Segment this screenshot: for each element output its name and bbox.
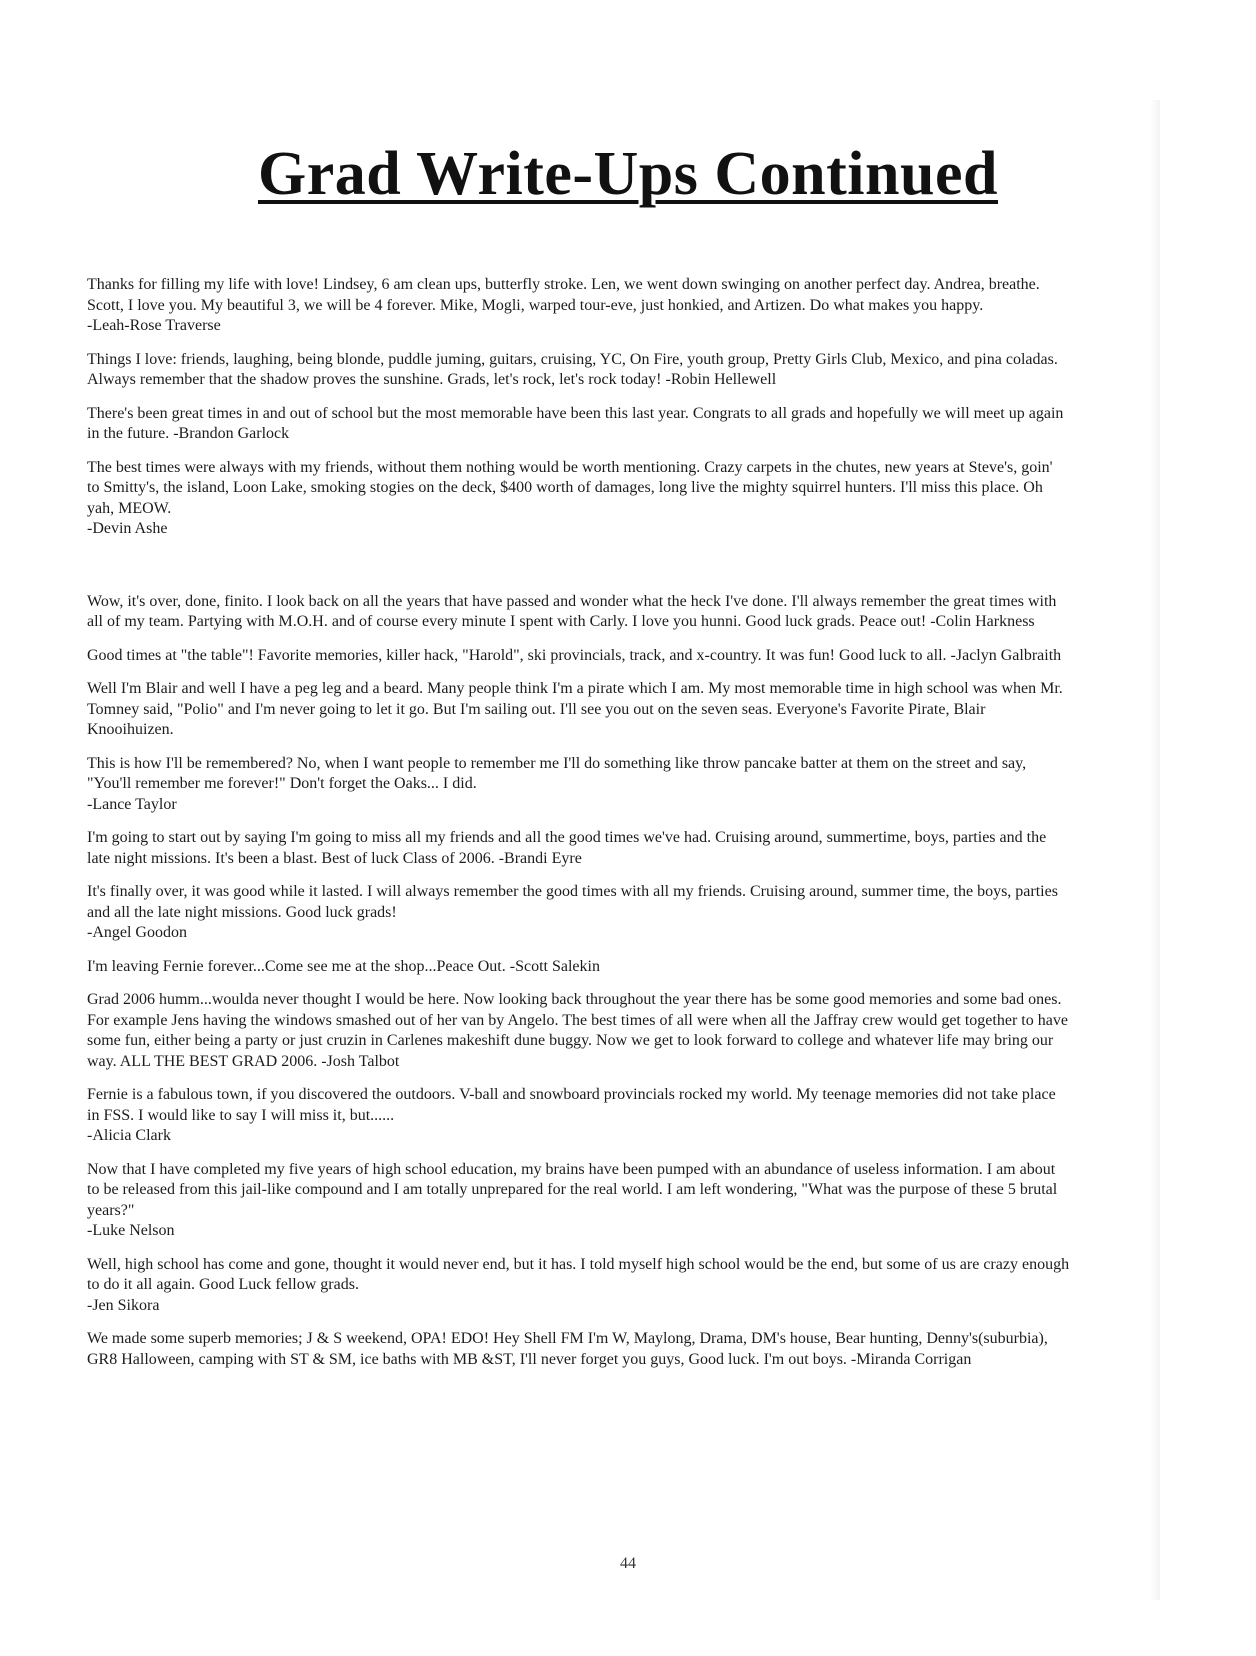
grad-write-up [87, 350, 1162, 391]
write-up-line: -Leah-Rose Traverse [87, 317, 221, 334]
write-up-line: Always remember that the shadow proves the sunshine. Grads, let's rock, let's rock today! -Robin Hellewell [87, 371, 777, 388]
grad-write-up [87, 275, 1162, 337]
grad-write-up [87, 679, 1162, 741]
write-up-line: -Lance Taylor [87, 795, 177, 813]
write-up-line: GR8 Halloween, camping with ST & SM, ice baths with MB &ST, I'll never forget you guys, Good luck. I'm out boys. -Miranda Corrigan [87, 1350, 972, 1368]
entry-spacer [87, 666, 1162, 679]
write-up-line: Now that I have completed my five years of high school education, my brains have been pumped with an abundance of useless information. I am about [87, 1160, 1056, 1178]
entry-spacer [87, 633, 1162, 646]
write-up-line: Things I love: friends, laughing, being blonde, puddle juming, guitars, cruising, YC, On Fire, youth group, Pretty Girls Club, Mexico, and pina coladas. [87, 350, 1058, 368]
write-up-line: -Luke Nelson [87, 1222, 175, 1239]
grad-write-up [87, 990, 1162, 1072]
grad-write-up [87, 1255, 1162, 1317]
write-up-line: to Smitty's, the island, Loon Lake, smoking stogies on the deck, $400 worth of damages, long live the mighty squirrel hunters. I'll miss this place. Oh [87, 479, 1043, 496]
grad-write-up [87, 957, 1162, 978]
write-up-line: -Alicia Clark [87, 1127, 171, 1144]
grad-write-up [87, 646, 1162, 667]
write-up-line: I'm going to start out by saying I'm going to miss all my friends and all the good times we've had. Cruising around, summertime, boys, parties and the [87, 829, 1047, 846]
grad-write-up [87, 828, 1162, 869]
write-up-line: "You'll remember me forever!" Don't forget the Oaks... I did. [87, 775, 477, 792]
write-up-line: in the future. -Brandon Garlock [87, 425, 290, 442]
write-up-line: some fun, either being a party or just cruzin in Carlenes makeshift dune buggy. Now we get to look forward to college and whatever life may bring our [87, 1032, 1054, 1049]
grad-write-up [87, 882, 1162, 944]
write-up-line: This is how I'll be remembered? No, when I want people to remember me I'll do something like throw pancake batter at them on the street and say, [87, 754, 1027, 772]
write-up-line: Well, high school has come and gone, thought it would never end, but it has. I told myself high school would be the end, but some of us are crazy enough [87, 1255, 1070, 1273]
grad-write-up [87, 1160, 1162, 1242]
entry-spacer [87, 391, 1162, 404]
write-up-line: years?" [87, 1201, 135, 1219]
entry-spacer [87, 337, 1162, 350]
entry-spacer [87, 741, 1162, 754]
page-title-text: Grad Write-Ups Continued [257, 139, 998, 208]
write-up-line: way. ALL THE BEST GRAD 2006. -Josh Talbot [87, 1052, 400, 1070]
write-up-line: We made some superb memories; J & S weekend, OPA! EDO! Hey Shell FM I'm W, Maylong, Drama, DM's house, Bear hunting, Denny's(suburbia), [87, 1330, 1048, 1347]
write-up-line: It's finally over, it was good while it lasted. I will always remember the good times with all my friends. Cruising around, summer time, the boys, parties [87, 883, 1058, 900]
write-up-line: -Angel Goodon [87, 924, 187, 941]
grad-write-up [87, 754, 1162, 816]
write-up-line: The best times were always with my friends, without them nothing would be worth mentioning. Crazy carpets in the chutes, new years at Steve's, goin' [87, 458, 1053, 476]
write-up-line: For example Jens having the windows smashed out of her van by Angelo. The best times of all were when all the Jaffray crew would get together to have [87, 1011, 1068, 1029]
write-up-line: Wow, it's over, done, finito. I look back on all the years that have passed and wonder what the heck I've done. I'll always remember the great times with [87, 592, 1057, 610]
entry-spacer [87, 869, 1162, 882]
entry-spacer [87, 977, 1162, 990]
entry-spacer [87, 1072, 1162, 1085]
entry-spacer [87, 445, 1162, 458]
write-up-line: -Devin Ashe [87, 520, 168, 537]
write-up-line: to do it all again. Good Luck fellow grads. [87, 1276, 359, 1293]
grad-write-up [87, 1329, 1162, 1370]
write-up-line: There's been great times in and out of school but the most memorable have been this last year. Congrats to all grads and hopefully we will meet up again [87, 404, 1064, 422]
grad-write-up [87, 1085, 1162, 1147]
write-up-line: -Jen Sikora [87, 1296, 160, 1314]
write-up-line: all of my team. Partying with M.O.H. and of course every minute I spent with Carly. I love you hunni. Good luck grads. Peace out! -Colin Harkness [87, 613, 1035, 630]
write-up-line: and all the late night missions. Good luck grads! [87, 903, 397, 921]
write-up-line: Good times at "the table"! Favorite memories, killer hack, "Harold", ski provincials, track, and x-country. It was fun! Good luck to all. -Jaclyn Galbraith [87, 646, 1062, 664]
write-up-line: to be released from this jail-like compound and I am totally unprepared for the real world. I am left wondering, "What was the purpose of these 5 brutal [87, 1181, 1058, 1198]
entry-spacer [87, 1316, 1162, 1329]
entry-spacer [87, 1242, 1162, 1255]
write-up-line: yah, MEOW. [87, 499, 172, 517]
write-up-line: Grad 2006 humm...woulda never thought I would be here. Now looking back throughout the year there has be some good memories and some bad ones. [87, 991, 1062, 1008]
write-up-line: Knooihuizen. [87, 721, 174, 738]
write-up-line: Thanks for filling my life with love! Lindsey, 6 am clean ups, butterfly stroke. Len, we went down swinging on another perfect day. Andrea, breathe. [87, 276, 1040, 293]
page-number: 44 [620, 1555, 636, 1572]
entry-spacer [87, 540, 1162, 592]
write-up-line: Fernie is a fabulous town, if you discovered the outdoors. V-ball and snowboard provincials rocked my world. My teenage memories did not take place [87, 1086, 1056, 1103]
grad-write-up [87, 404, 1162, 445]
entry-spacer [87, 815, 1162, 828]
write-up-line: late night missions. It's been a blast. Best of luck Class of 2006. -Brandi Eyre [87, 849, 582, 867]
write-up-line: Well I'm Blair and well I have a peg leg and a beard. Many people think I'm a pirate which I am. My most memorable time in high school was when Mr. [87, 680, 1063, 697]
write-up-line: I'm leaving Fernie forever...Come see me at the shop...Peace Out. -Scott Salekin [87, 957, 600, 975]
write-up-line: Scott, I love you. My beautiful 3, we will be 4 forever. Mike, Mogli, warped tour-eve, just honkied, and Artizen. Do what makes you happy. [87, 296, 984, 314]
write-ups-list [87, 275, 1162, 1370]
write-up-line: in FSS. I would like to say I will miss it, but...... [87, 1106, 395, 1124]
page-title [0, 134, 1256, 214]
grad-write-up [87, 592, 1162, 633]
entry-spacer [87, 944, 1162, 957]
grad-write-up [87, 458, 1162, 540]
write-up-line: Tomney said, "Polio" and I'm never going to let it go. But I'm sailing out. I'll see you out on the seven seas. Everyone's Favorite Pirate, Blair [87, 700, 986, 718]
entry-spacer [87, 1147, 1162, 1160]
